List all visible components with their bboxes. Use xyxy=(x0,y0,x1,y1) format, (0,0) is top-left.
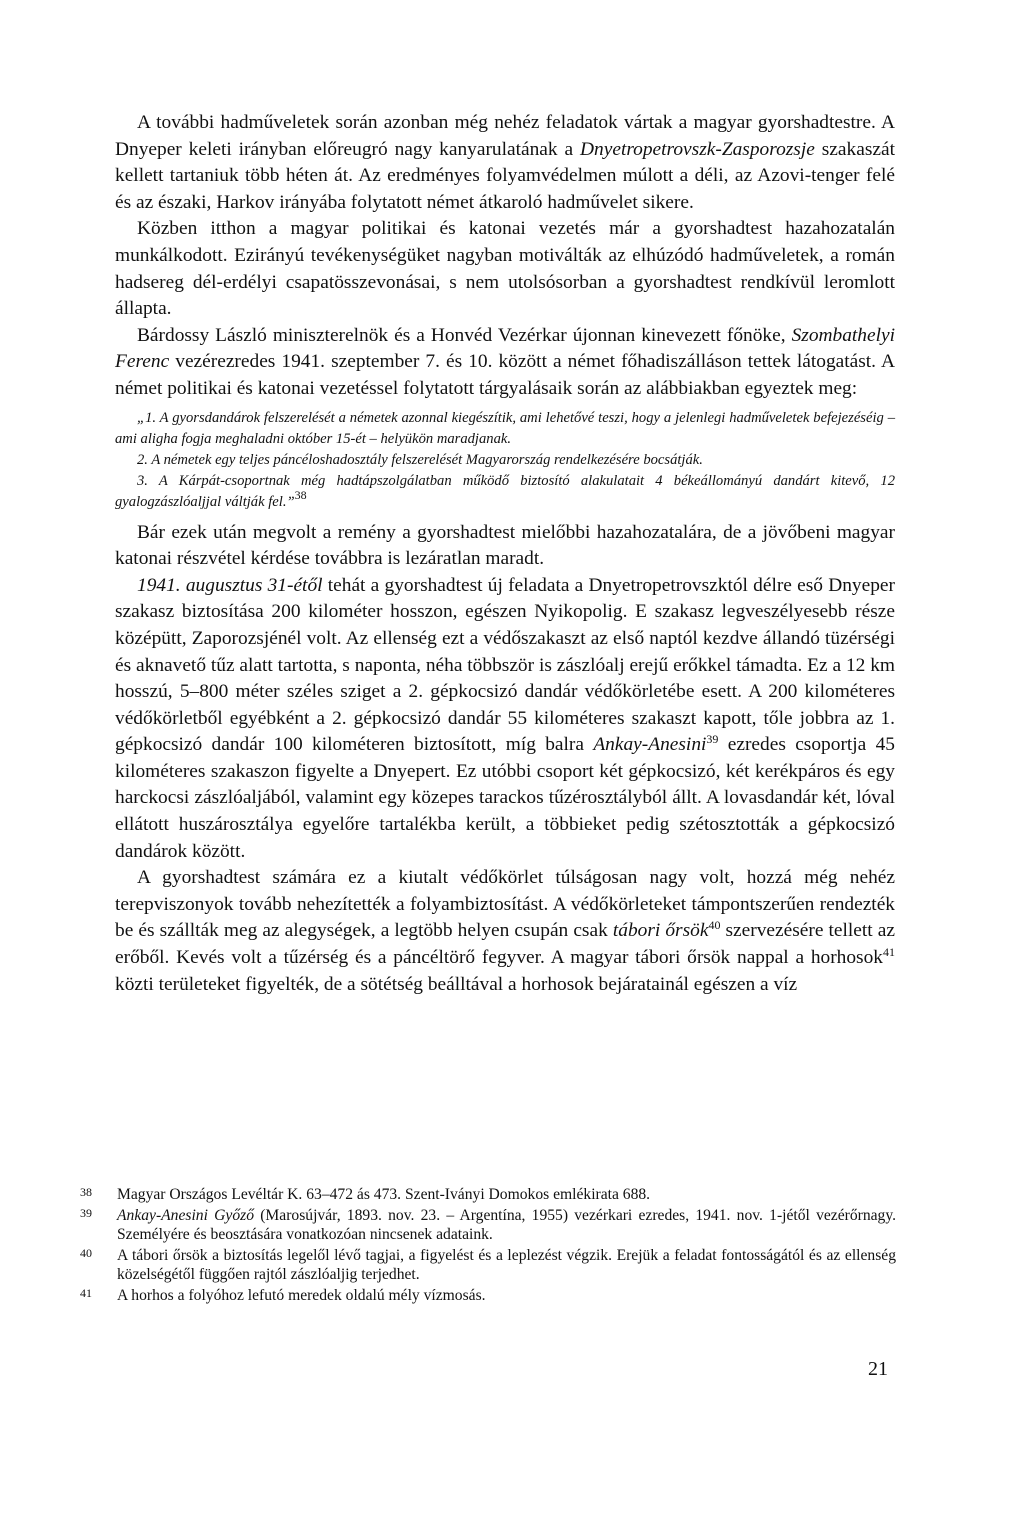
footnote-number: 41 xyxy=(80,1285,92,1300)
footnote-number: 40 xyxy=(80,1245,92,1260)
place-name: Dnyetropetrovszk-Zasporozsje xyxy=(580,138,815,160)
paragraph-2 xyxy=(115,216,895,322)
paragraph-text: Közben itthon a magyar politikai és katonai vezetés már a gyorshadtest hazahozatalán munkálkodott. Ezirányú tevékenységüket nagyban motiválták az elhúzódó hadműveletek, a román hadsereg dél-erdélyi csapatösszevonásai, s nem utolsósorban a gyorshadtest rendkívül leromlott állapta. xyxy=(115,218,895,320)
footnote-ref-41: 41 xyxy=(883,945,895,960)
paragraph-text: Bár ezek után megvolt a remény a gyorshadtest mielőbbi hazahozatalára, de a jövőbeni magyar katonai részvétel kérdése továbbra is lezáratlan maradt. xyxy=(115,521,895,570)
person-name: Ankay-Anesini Győző xyxy=(117,1206,254,1224)
footnote-40 xyxy=(80,1246,896,1285)
paragraph-5 xyxy=(115,573,895,866)
footnote-number: 38 xyxy=(80,1185,92,1199)
body-text xyxy=(115,110,895,998)
paragraph-3 xyxy=(115,323,895,403)
paragraph-text: szakaszát kellett tartaniuk több héten át. Az eredményes folyamvédelmen múlott a déli, az Azovi-tenger felé és az északi, Harkov irányába folytatott német átkaroló hadművelet sikere. xyxy=(115,138,895,213)
paragraph-text: ezredes csoportja 45 kilométeres szakaszon figyelte a Dnyepert. Ez utóbbi csoport két gépkocsizó, két kerékpáros és egy harckocsi zászlóaljából, valamint egy közepes tarackos tűzérosztályból állt. A lovasdandár két, lóval ellátott huszárosztálya egyelőre tartalékba került, a többieket pedig szétosztották a gépkocsizó dandárok között. xyxy=(115,734,895,862)
footnote-text: (Marosújvár, 1893. nov. 23. – Argentína, 1955) vezérkari ezredes, 1941. nov. 1-jétől vezérőrnagy. Személyére és beosztására vonatkozóan nincsenek adataink. xyxy=(117,1206,897,1243)
footnote-text: A horhos a folyóhoz lefutó meredek oldalú mély vízmosás. xyxy=(117,1286,486,1304)
footnote-ref-39: 39 xyxy=(706,732,719,747)
footnote-38 xyxy=(80,1185,896,1205)
paragraph-1 xyxy=(115,110,895,216)
paragraph-4 xyxy=(115,520,895,573)
person-name: Szombathelyi Ferenc xyxy=(115,324,895,373)
page-number: 21 xyxy=(868,1358,888,1380)
paragraph-text: Bárdossy László miniszterelnök és a Honvéd Vezérkar újonnan kinevezett főnöke, xyxy=(137,324,786,346)
paragraph-text: A további hadműveletek során azonban még nehéz feladatok vártak a magyar gyorshadtestre. A Dnyeper keleti irányban előreugró nagy kanyarulatának a xyxy=(115,112,895,160)
footnote-41 xyxy=(80,1286,896,1306)
paragraph-6 xyxy=(115,865,895,998)
quote-text: 3. A Kárpát-csoportnak még hadtápszolgálatban működő biztosító alakulatait 4 békeállományú dandárt kitevő, 12 gyalogzászlóaljjal váltják fel.” xyxy=(115,473,895,511)
person-name: Ankay-Anesini xyxy=(593,734,707,756)
quote-item-1: „1. A gyorsdandárok felszerelését a németek azonnal kiegészítik, ami lehetővé teszi, hogy a jelenlegi hadműveletek befejezéséig – ami aligha fogja meghaladni október 15-ét – helyükön maradjanak. xyxy=(115,409,895,447)
paragraph-text: szervezésére tellett az erőből. Kevés volt a tűzérség és a páncéltörő fegyver. A magyar tábori őrsök nappal a horhosok xyxy=(115,920,895,969)
date-emphasis: 1941. augusztus 31-étől xyxy=(137,574,323,596)
footnote-text: A tábori őrsök a biztosítás legelől lévő tagjai, a figyelést és a leplezést végzik. Erejük a feladat fontosságától és az ellenség közelségétől függően rajtól zászlóaljig terjedhet. xyxy=(117,1246,896,1283)
term-emphasis: tábori őrsök xyxy=(612,920,709,942)
footnotes xyxy=(80,1185,896,1306)
quote-item-3 xyxy=(115,471,895,513)
footnote-ref-38: 38 xyxy=(294,488,307,503)
footnote-ref-40: 40 xyxy=(708,918,721,933)
footnote-text: Magyar Országos Levéltár K. 63–472 ás 473. Szent-Iványi Domokos emlékirata 688. xyxy=(117,1186,651,1203)
footnote-39 xyxy=(80,1206,896,1245)
footnote-number: 39 xyxy=(80,1205,92,1220)
paragraph-text: vezérezredes 1941. szeptember 7. és 10. között a német főhadiszálláson tettek látogatást. A német politikai és katonai vezetéssel folytatott tárgyalásaik során az alábbiakban egyeztek meg: xyxy=(115,351,896,399)
paragraph-text: közti területeket figyelték, de a sötétség beálltával a horhosok bejáratainál egészen a víz xyxy=(115,973,798,995)
footnote-body xyxy=(117,1206,896,1245)
paragraph-text: tehát a gyorshadtest új feladata a Dnyetropetrovszktól délre eső Dnyeper szakasz biztosítása 200 kilométer hosszon, egészen Nyikopolig. E szakasz legveszélyesebb része középütt, Zaporozsjénél volt. Az ellenség ezt a védőszakaszt az első naptól kezdve állandó tüzérségi és aknavető tűz alatt tartotta, s naponta, néha többször is zászlóalj erejű erőkkel támadta. Ez a 12 km hosszú, 5–800 méter széles sziget a 2. gépkocsizó dandár védőkörletébe esett. A 200 kilométeres védőkörletből egyébként a 2. gépkocsizó dandár 55 kilométeres szakaszt kapott, tőle jobbra az 1. gépkocsizó dandár 100 kilométeren biztosított, míg balra xyxy=(115,574,895,756)
quote-item-2: 2. A németek egy teljes páncéloshadosztály felszerelését Magyarország rendelkezésére bocsátják. xyxy=(137,451,703,468)
paragraph-text: A gyorshadtest számára ez a kiutalt védőkörlet túlságosan nagy volt, hozzá még nehéz terepviszonyok tovább nehezítették a folyambiztosítást. A védőkörleteket támpontszerűen rendezték be és szállták meg az alegységek, a legtöbb helyen csupán csak xyxy=(115,867,895,942)
